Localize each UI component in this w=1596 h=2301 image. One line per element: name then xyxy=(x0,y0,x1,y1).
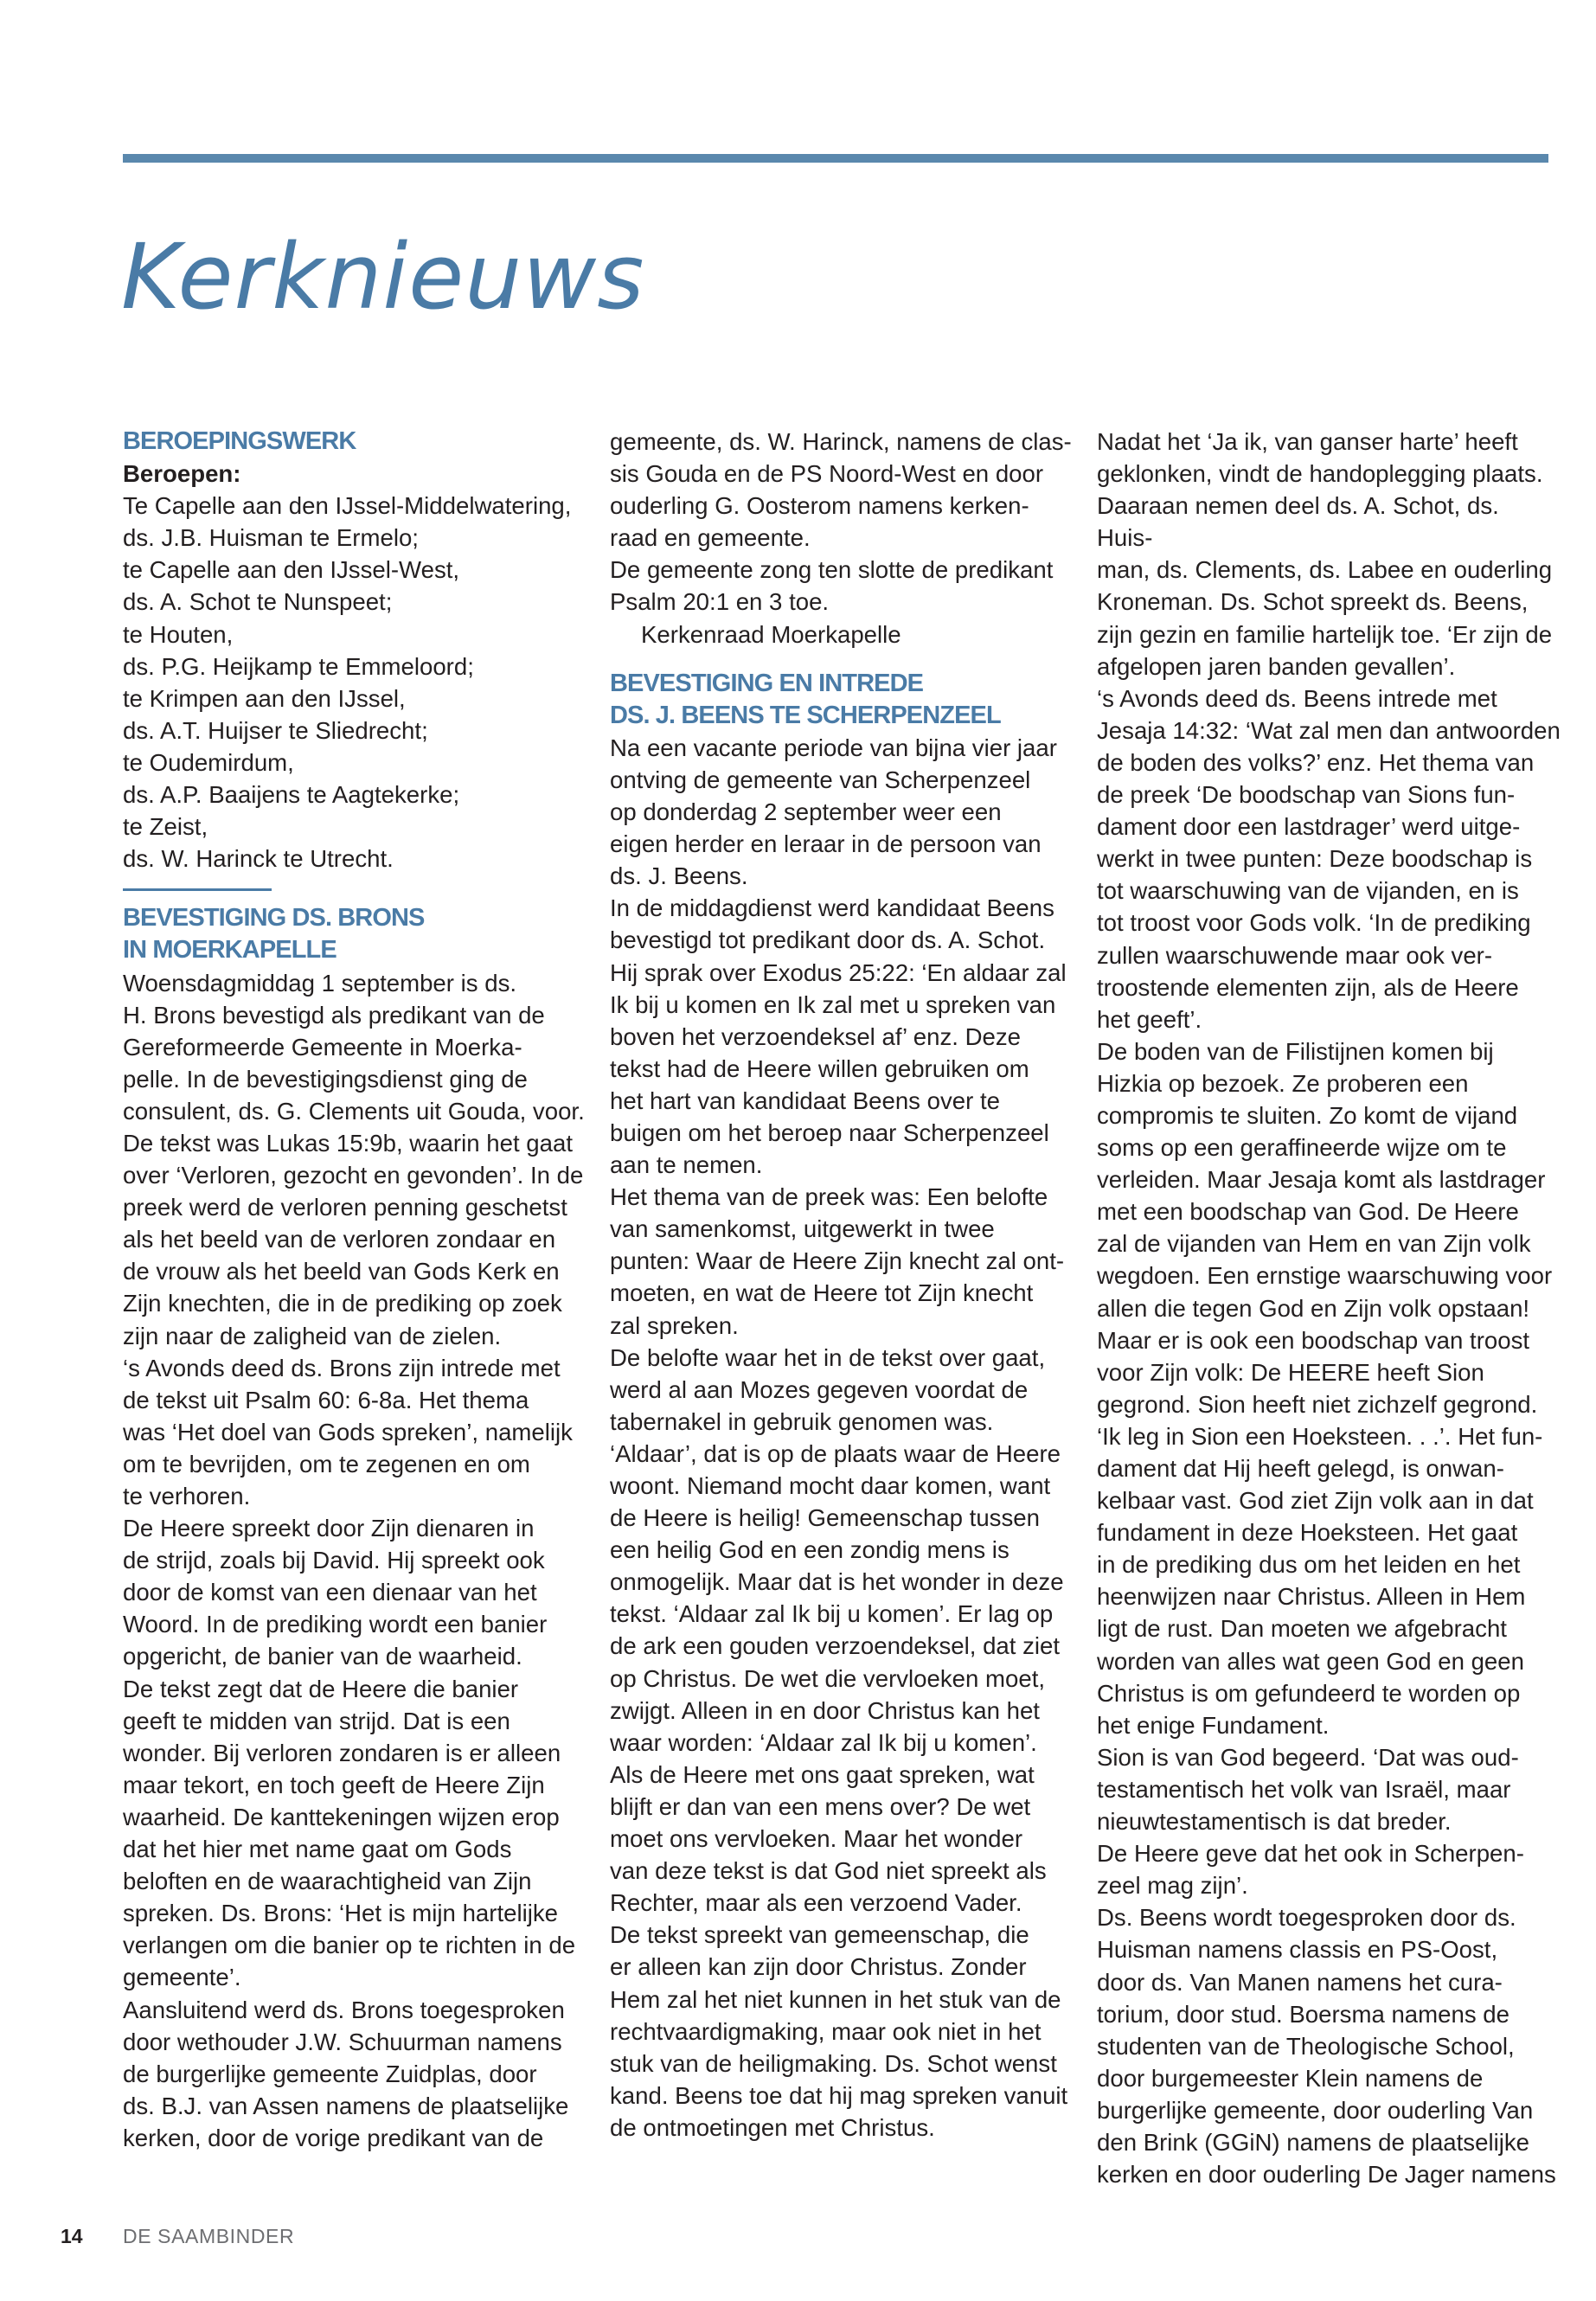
text-line: over ‘Verloren, gezocht en gevonden’. In de xyxy=(123,1162,584,1189)
text-line: Jesaja 14:32: ‘Wat zal men dan antwoorden xyxy=(1097,716,1561,744)
text-line: punten: Waar de Heere Zijn knecht zal ont- xyxy=(610,1247,1065,1275)
text-line: geklonken, vindt de handoplegging plaats. xyxy=(1097,460,1543,488)
text-line: Te Capelle aan den IJssel-Middelwatering, xyxy=(123,492,572,520)
text-line: het hart van kandidaat Beens over te xyxy=(610,1086,1000,1114)
text-line: tekst had de Heere willen gebruiken om xyxy=(610,1054,1029,1082)
text-line: ds. J. Beens. xyxy=(610,862,748,890)
text-line: ‘Ik leg in Sion een Hoeksteen. . .’. Het fun- xyxy=(1097,1422,1543,1450)
section-heading-brons-line-2: IN MOERKAPELLE xyxy=(123,936,337,965)
signature: Kerkenraad Moerkapelle xyxy=(641,620,901,648)
text-line: het geeft’. xyxy=(1097,1005,1202,1033)
text-line: nieuwtestamentisch is dat breder. xyxy=(1097,1808,1452,1836)
text-line: ouderling G. Oosterom namens kerken- xyxy=(610,492,1029,520)
text-line: voor Zijn volk: De HEERE heeft Sion xyxy=(1097,1358,1484,1386)
text-line: De Heere geve dat het ook in Scherpen- xyxy=(1097,1840,1524,1868)
text-line: testamentisch het volk van Israël, maar xyxy=(1097,1775,1511,1803)
text-line: Na een vacante periode van bijna vier jaar xyxy=(610,734,1057,761)
text-line: kand. Beens toe dat hij mag spreken vanuit xyxy=(610,2081,1068,2109)
text-line: de preek ‘De boodschap van Sions fun- xyxy=(1097,781,1516,809)
text-line: door wethouder J.W. Schuurman namens xyxy=(123,2028,562,2055)
text-line: de boden des volks?’ enz. Het thema van xyxy=(1097,748,1535,776)
beroepen-label: Beroepen: xyxy=(123,460,241,488)
text-line: te Oudemirdum, xyxy=(123,748,294,776)
text-line: tekst. ‘Aldaar zal Ik bij u komen’. Er lag op xyxy=(610,1600,1054,1628)
text-line: De belofte waar het in de tekst over gaat, xyxy=(610,1343,1046,1371)
text-line: de tekst uit Psalm 60: 6-8a. Het thema xyxy=(123,1386,529,1413)
text-line: ontving de gemeente van Scherpenzeel xyxy=(610,766,1031,793)
text-line: zullen waarschuwende maar ook ver- xyxy=(1097,941,1493,969)
text-line: te Capelle aan den IJssel-West, xyxy=(123,556,460,584)
text-line: onmogelijk. Maar dat is het wonder in deze xyxy=(610,1568,1064,1596)
text-line: kerken en door ouderling De Jager namens xyxy=(1097,2161,1556,2189)
text-line: moeten, en wat de Heere tot Zijn knecht xyxy=(610,1279,1034,1307)
text-line: dament door een lastdrager’ werd uitge- xyxy=(1097,813,1521,841)
text-line: Sion is van God begeerd. ‘Dat was oud- xyxy=(1097,1743,1519,1771)
text-line: De gemeente zong ten slotte de predikant xyxy=(610,556,1054,584)
section-heading-brons-line-1: BEVESTIGING DS. BRONS xyxy=(123,904,425,933)
text-line: bevestigd tot predikant door ds. A. Schot. xyxy=(610,926,1046,954)
text-line: ds. P.G. Heijkamp te Emmeloord; xyxy=(123,652,474,680)
text-line: rechtvaardigmaking, maar ook niet in het xyxy=(610,2017,1042,2045)
text-line: van samenkomst, uitgewerkt in twee xyxy=(610,1215,995,1243)
text-line: boven het verzoendeksel af’ enz. Deze xyxy=(610,1022,1021,1050)
text-line: te Houten, xyxy=(123,620,234,648)
text-line: zijn gezin en familie hartelijk toe. ‘Er zijn de xyxy=(1097,620,1553,648)
text-line: werkt in twee punten: Deze boodschap is xyxy=(1097,845,1533,873)
calls-list xyxy=(123,490,586,875)
page-number: 14 xyxy=(61,2225,83,2247)
article-brons-body-continued xyxy=(610,426,1074,619)
text-line: waar worden: ‘Aldaar zal Ik bij u komen’. xyxy=(610,1728,1037,1756)
text-line: ds. A.T. Huijser te Sliedrecht; xyxy=(123,716,428,744)
text-line: Daaraan nemen deel ds. A. Schot, ds. Huis- xyxy=(1097,492,1499,552)
text-line: tot waarschuwing van de vijanden, en is xyxy=(1097,877,1519,905)
article-brons-body xyxy=(123,967,586,2154)
text-line: er alleen kan zijn door Christus. Zonder xyxy=(610,1953,1027,1981)
text-line: moet ons vervloeken. Maar het wonder xyxy=(610,1825,1023,1853)
text-line: ‘Aldaar’, dat is op de plaats waar de Heere xyxy=(610,1439,1061,1467)
text-line: de strijd, zoals bij David. Hij spreekt ook xyxy=(123,1547,545,1574)
magazine-name: DE SAAMBINDER xyxy=(122,2225,295,2247)
text-line: aan te nemen. xyxy=(610,1151,763,1179)
text-line: ds. B.J. van Assen namens de plaatselijke xyxy=(123,2092,569,2119)
text-line: de vrouw als het beeld van Gods Kerk en xyxy=(123,1258,560,1285)
text-line: op Christus. De wet die vervloeken moet, xyxy=(610,1664,1046,1692)
text-line: De Heere spreekt door Zijn dienaren in xyxy=(123,1515,535,1542)
text-line: burgerlijke gemeente, door ouderling Van xyxy=(1097,2096,1534,2124)
text-line: den Brink (GGiN) namens de plaatselijke xyxy=(1097,2128,1529,2156)
text-line: zal de vijanden van Hem en van Zijn volk xyxy=(1097,1230,1531,1258)
text-line: Hem zal het niet kunnen in het stuk van de xyxy=(610,1985,1061,2013)
text-line: heenwijzen naar Christus. Alleen in Hem xyxy=(1097,1583,1526,1611)
text-line: Nadat het ‘Ja ik, van ganser harte’ heeft xyxy=(1097,428,1518,455)
text-line: dament dat Hij heeft gelegd, is onwan- xyxy=(1097,1455,1504,1482)
text-line: waarheid. De kanttekeningen wijzen erop xyxy=(123,1803,560,1830)
text-line: Aansluitend werd ds. Brons toegesproken xyxy=(123,1996,565,2023)
text-line: H. Brons bevestigd als predikant van de xyxy=(123,1001,545,1029)
text-line: een heilig God en een zondig mens is xyxy=(610,1536,1010,1564)
top-rule xyxy=(123,154,1548,163)
text-line: maar tekort, en toch geeft de Heere Zijn xyxy=(123,1771,545,1798)
text-line: om te bevrijden, om te zegenen en om xyxy=(123,1450,530,1477)
text-line: werd al aan Mozes gegeven voordat de xyxy=(610,1375,1029,1403)
text-line: ds. A.P. Baaijens te Aagtekerke; xyxy=(123,781,460,809)
section-heading-beens-line-2: DS. J. BEENS TE SCHERPENZEEL xyxy=(610,701,1001,729)
text-line: kelbaar vast. God ziet Zijn volk aan in dat xyxy=(1097,1487,1534,1515)
section-spacer xyxy=(610,651,1074,668)
text-line: Woord. In de prediking wordt een banier xyxy=(123,1611,548,1638)
text-line: Christus is om gefundeerd te worden op xyxy=(1097,1679,1521,1707)
text-line: man, ds. Clements, ds. Labee en ouderling xyxy=(1097,556,1553,584)
text-line: eigen herder en leraar in de persoon van xyxy=(610,830,1042,858)
text-line: raad en gemeente. xyxy=(610,524,811,552)
text-line: Ds. Beens wordt toegesproken door ds. xyxy=(1097,1904,1516,1932)
article-beens-body-continued xyxy=(1097,426,1561,2190)
text-line: met een boodschap van God. De Heere xyxy=(1097,1198,1519,1226)
text-line: troostende elementen zijn, als de Heere xyxy=(1097,973,1519,1001)
text-line: sis Gouda en de PS Noord-West en door xyxy=(610,460,1044,488)
text-line: zijn naar de zaligheid van de zielen. xyxy=(123,1322,502,1349)
text-line: ‘s Avonds deed ds. Brons zijn intrede met xyxy=(123,1354,561,1381)
text-line: torium, door stud. Boersma namens de xyxy=(1097,2000,1509,2028)
section-heading-beroepingswerk: BEROEPINGSWERK xyxy=(123,427,356,455)
text-line: beloften en de waarachtigheid van Zijn xyxy=(123,1868,532,1895)
text-line: Hizkia op bezoek. Ze proberen een xyxy=(1097,1069,1469,1097)
text-line: zwijgt. Alleen in en door Christus kan het xyxy=(610,1696,1040,1724)
text-line: tabernakel in gebruik genomen was. xyxy=(610,1407,994,1435)
text-line: soms op een geraffineerde wijze om te xyxy=(1097,1134,1507,1162)
section-divider xyxy=(123,888,272,891)
text-line: Gereformeerde Gemeente in Moerka- xyxy=(123,1033,522,1061)
text-line: tot troost voor Gods volk. ‘In de prediking xyxy=(1097,909,1531,937)
text-line: ds. J.B. Huisman te Ermelo; xyxy=(123,524,419,552)
text-line: De boden van de Filistijnen komen bij xyxy=(1097,1037,1494,1065)
text-line: wonder. Bij verloren zondaren is er alleen xyxy=(123,1739,561,1766)
column-3 xyxy=(1097,426,1561,2190)
text-line: afgelopen jaren banden gevallen’. xyxy=(1097,652,1456,680)
text-line: studenten van de Theologische School, xyxy=(1097,2032,1515,2060)
text-line: op donderdag 2 september weer een xyxy=(610,798,1002,826)
text-line: blijft er dan van een mens over? De wet xyxy=(610,1792,1031,1820)
text-line: Psalm 20:1 en 3 toe. xyxy=(610,588,830,616)
text-line: de ontmoetingen met Christus. xyxy=(610,2113,935,2141)
text-line: het enige Fundament. xyxy=(1097,1711,1330,1739)
text-line: De tekst was Lukas 15:9b, waarin het gaat xyxy=(123,1129,573,1157)
text-line: gemeente’. xyxy=(123,1964,241,1991)
text-line: Ik bij u komen en Ik zal met u spreken van xyxy=(610,990,1056,1018)
text-line: zal spreken. xyxy=(610,1311,739,1339)
text-line: buigen om het beroep naar Scherpenzeel xyxy=(610,1118,1049,1146)
text-line: preek werd de verloren penning geschetst xyxy=(123,1194,567,1221)
text-line: Zijn knechten, die in de prediking op zoek xyxy=(123,1290,562,1317)
text-line: Rechter, maar als een verzoend Vader. xyxy=(610,1889,1022,1917)
text-line: allen die tegen God en Zijn volk opstaan! xyxy=(1097,1294,1530,1322)
text-line: de Heere is heilig! Gemeenschap tussen xyxy=(610,1504,1040,1532)
article-beens-body xyxy=(610,732,1074,2144)
text-line: Huisman namens classis en PS-Oost, xyxy=(1097,1936,1498,1964)
text-line: door burgemeester Klein namens de xyxy=(1097,2064,1484,2092)
column-1 xyxy=(123,426,586,2154)
text-line: geeft te midden van strijd. Dat is een xyxy=(123,1707,510,1734)
column-2 xyxy=(610,426,1074,2144)
text-line: te verhoren. xyxy=(123,1483,251,1509)
text-line: als het beeld van de verloren zondaar en xyxy=(123,1226,556,1253)
text-line: De tekst zegt dat de Heere die banier xyxy=(123,1675,519,1702)
text-line: consulent, ds. G. Clements uit Gouda, voor. xyxy=(123,1097,585,1125)
text-line: In de middagdienst werd kandidaat Beens xyxy=(610,894,1054,922)
page-footer xyxy=(61,2223,294,2249)
text-line: gemeente, ds. W. Harinck, namens de clas- xyxy=(610,428,1072,455)
text-line: woont. Niemand mocht daar komen, want xyxy=(610,1472,1051,1499)
text-line: fundament in deze Hoeksteen. Het gaat xyxy=(1097,1519,1518,1547)
text-line: gegrond. Sion heeft niet zichzelf gegrond. xyxy=(1097,1390,1538,1418)
text-line: opgericht, de banier van de waarheid. xyxy=(123,1643,522,1670)
text-line: ds. A. Schot te Nunspeet; xyxy=(123,588,393,616)
text-line: compromis te sluiten. Zo komt de vijand xyxy=(1097,1101,1518,1129)
text-line: was ‘Het doel van Gods spreken’, namelijk xyxy=(123,1418,573,1445)
text-line: spreken. Ds. Brons: ‘Het is mijn hartelijke xyxy=(123,1900,558,1927)
text-line: Het thema van de preek was: Een belofte xyxy=(610,1183,1048,1211)
text-line: de ark een gouden verzoendeksel, dat ziet xyxy=(610,1632,1061,1660)
text-line: Kroneman. Ds. Schot spreekt ds. Beens, xyxy=(1097,588,1529,616)
text-line: kerken, door de vorige predikant van de xyxy=(123,2124,544,2151)
text-line: ligt de rust. Dan moeten we afgebracht xyxy=(1097,1615,1507,1643)
text-line: in de prediking dus om het leiden en het xyxy=(1097,1551,1521,1579)
text-line: De tekst spreekt van gemeenschap, die xyxy=(610,1921,1029,1949)
text-line: zeel mag zijn’. xyxy=(1097,1872,1248,1900)
text-line: pelle. In de bevestigingsdienst ging de xyxy=(123,1065,528,1093)
text-line: dat het hier met name gaat om Gods xyxy=(123,1836,512,1863)
text-line: verleiden. Maar Jesaja komt als lastdrager xyxy=(1097,1166,1546,1194)
page-title: Kerknieuws xyxy=(121,224,645,330)
text-line: door de komst van een dienaar van het xyxy=(123,1579,537,1606)
text-line: de burgerlijke gemeente Zuidplas, door xyxy=(123,2060,537,2087)
text-line: wegdoen. Een ernstige waarschuwing voor xyxy=(1097,1262,1553,1290)
text-line: ds. W. Harinck te Utrecht. xyxy=(123,845,394,873)
text-line: Als de Heere met ons gaat spreken, wat xyxy=(610,1760,1035,1788)
text-line: verlangen om die banier op te richten in de xyxy=(123,1932,576,1959)
text-line: te Zeist, xyxy=(123,813,208,841)
section-heading-beens-line-1: BEVESTIGING EN INTREDE xyxy=(610,669,924,697)
text-line: te Krimpen aan den IJssel, xyxy=(123,684,406,712)
text-line: Woensdagmiddag 1 september is ds. xyxy=(123,969,517,997)
text-line: Hij sprak over Exodus 25:22: ‘En aldaar zal xyxy=(610,958,1067,986)
text-line: stuk van de heiligmaking. Ds. Schot wenst xyxy=(610,2049,1057,2077)
text-line: worden van alles wat geen God en geen xyxy=(1097,1647,1524,1675)
text-line: van deze tekst is dat God niet spreekt als xyxy=(610,1857,1047,1885)
text-line: door ds. Van Manen namens het cura- xyxy=(1097,1968,1503,1996)
text-line: ‘s Avonds deed ds. Beens intrede met xyxy=(1097,684,1497,712)
text-line: Maar er is ook een boodschap van troost xyxy=(1097,1326,1530,1354)
